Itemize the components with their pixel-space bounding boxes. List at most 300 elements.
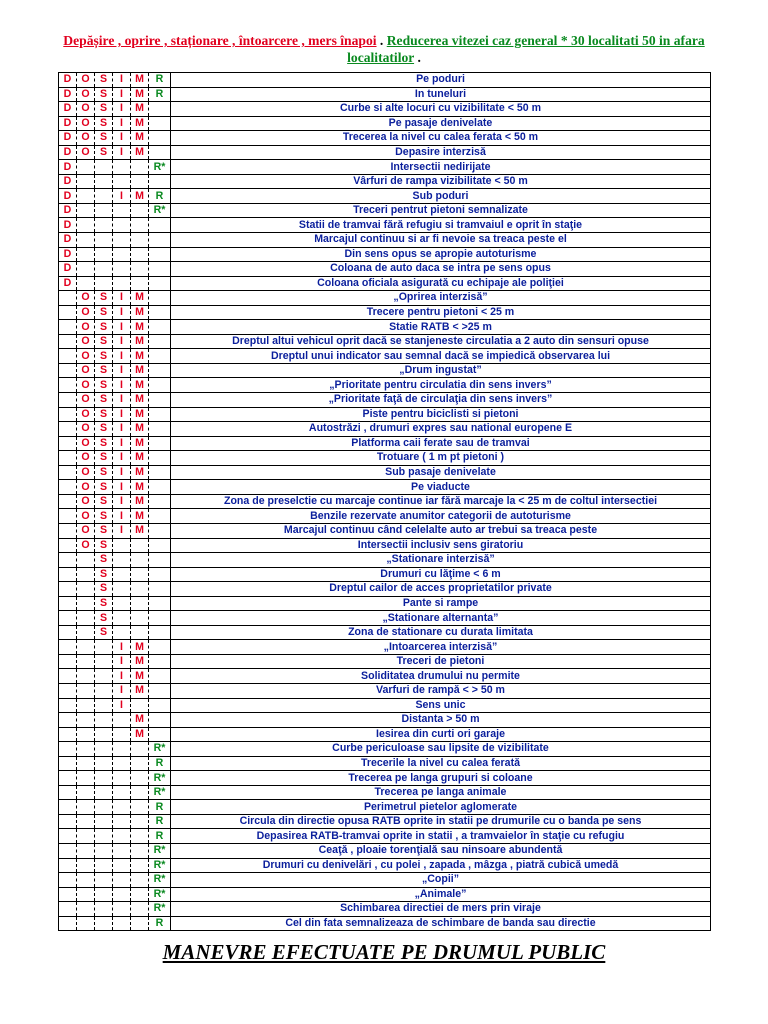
cell-reducere-viteza: R* [149,902,171,917]
cell-mers-inapoi [131,538,149,553]
cell-oprire [77,174,95,189]
cell-oprire [77,625,95,640]
cell-mers-inapoi [131,843,149,858]
cell-mers-inapoi: M [131,509,149,524]
cell-depasire [59,320,77,335]
cell-situatie: Perimetrul pietelor aglomerate [171,800,711,815]
cell-oprire: O [77,145,95,160]
cell-intoarcere [113,829,131,844]
cell-situatie: Autostrăzi , drumuri expres sau national europene E [171,422,711,437]
table-row [59,291,711,306]
cell-reducere-viteza [149,276,171,291]
cell-reducere-viteza [149,378,171,393]
cell-depasire [59,843,77,858]
cell-situatie: „Oprirea interzisă” [171,291,711,306]
cell-stationare: S [95,349,113,364]
cell-situatie: Trecerile la nivel cu calea ferată [171,756,711,771]
table-row [59,829,711,844]
cell-intoarcere [113,785,131,800]
cell-depasire: D [59,73,77,88]
cell-intoarcere [113,538,131,553]
cell-intoarcere [113,582,131,597]
cell-situatie: Statii de tramvai fără refugiu si tramvaiul e oprit în staţie [171,218,711,233]
cell-mers-inapoi [131,916,149,931]
cell-intoarcere: I [113,698,131,713]
cell-mers-inapoi [131,218,149,233]
cell-situatie: „Stationare alternanta” [171,611,711,626]
cell-oprire [77,742,95,757]
cell-stationare [95,654,113,669]
cell-mers-inapoi: M [131,436,149,451]
cell-stationare: S [95,523,113,538]
cell-depasire [59,683,77,698]
cell-oprire: O [77,451,95,466]
cell-stationare [95,873,113,888]
cell-reducere-viteza [149,669,171,684]
cell-stationare [95,669,113,684]
cell-intoarcere [113,902,131,917]
cell-reducere-viteza [149,451,171,466]
cell-intoarcere: I [113,640,131,655]
cell-reducere-viteza [149,582,171,597]
cell-mers-inapoi: M [131,713,149,728]
cell-depasire [59,538,77,553]
cell-depasire [59,582,77,597]
cell-stationare: S [95,480,113,495]
cell-mers-inapoi: M [131,145,149,160]
table-row [59,582,711,597]
cell-reducere-viteza [149,465,171,480]
cell-reducere-viteza [149,538,171,553]
cell-stationare: S [95,582,113,597]
cell-intoarcere: I [113,131,131,146]
cell-reducere-viteza: R [149,756,171,771]
cell-stationare [95,698,113,713]
cell-intoarcere: I [113,509,131,524]
cell-situatie: Drumuri cu lăţime < 6 m [171,567,711,582]
cell-situatie: Pe viaducte [171,480,711,495]
cell-situatie: Zona de stationare cu durata limitata [171,625,711,640]
cell-situatie: Statie RATB < >25 m [171,320,711,335]
cell-reducere-viteza [149,611,171,626]
cell-stationare [95,814,113,829]
cell-intoarcere: I [113,305,131,320]
header-separator: . [376,33,387,48]
cell-reducere-viteza [149,494,171,509]
cell-depasire [59,800,77,815]
cell-depasire: D [59,203,77,218]
table-row [59,451,711,466]
cell-situatie: Curbe periculoase sau lipsite de vizibilitate [171,742,711,757]
header-manoeuvres: Depășire , oprire , staționare , întoarcere , mers înapoi [63,33,377,48]
cell-mers-inapoi: M [131,407,149,422]
cell-depasire [59,407,77,422]
table-row [59,131,711,146]
cell-reducere-viteza: R* [149,858,171,873]
cell-stationare [95,727,113,742]
cell-situatie: Ceaţă , ploaie torenţială sau ninsoare abundentă [171,843,711,858]
cell-stationare: S [95,363,113,378]
cell-depasire: D [59,174,77,189]
cell-mers-inapoi [131,553,149,568]
cell-stationare [95,902,113,917]
cell-reducere-viteza [149,422,171,437]
cell-intoarcere [113,625,131,640]
cell-oprire: O [77,305,95,320]
cell-depasire [59,887,77,902]
cell-intoarcere: I [113,407,131,422]
cell-intoarcere [113,858,131,873]
cell-depasire [59,654,77,669]
cell-intoarcere [113,713,131,728]
cell-depasire [59,785,77,800]
cell-depasire [59,494,77,509]
table-row [59,73,711,88]
cell-situatie: Drumuri cu denivelări , cu polei , zapada , mâzga , piatră cubică umedă [171,858,711,873]
cell-situatie: Intersectii inclusiv sens giratoriu [171,538,711,553]
cell-mers-inapoi [131,698,149,713]
cell-mers-inapoi: M [131,305,149,320]
cell-stationare [95,203,113,218]
cell-situatie: Platforma caii ferate sau de tramvai [171,436,711,451]
cell-reducere-viteza [149,305,171,320]
table-row [59,436,711,451]
table-row [59,654,711,669]
table-row [59,596,711,611]
cell-oprire [77,654,95,669]
cell-stationare [95,756,113,771]
table-row [59,174,711,189]
manoeuvre-table [58,72,711,931]
cell-stationare: S [95,116,113,131]
cell-mers-inapoi [131,160,149,175]
cell-intoarcere: I [113,480,131,495]
cell-intoarcere: I [113,654,131,669]
table-row [59,683,711,698]
cell-intoarcere [113,218,131,233]
table-row [59,233,711,248]
table-row [59,858,711,873]
cell-intoarcere [113,814,131,829]
cell-oprire [77,262,95,277]
cell-oprire [77,814,95,829]
cell-depasire [59,363,77,378]
cell-reducere-viteza [149,145,171,160]
cell-reducere-viteza [149,131,171,146]
cell-mers-inapoi [131,829,149,844]
cell-intoarcere: I [113,116,131,131]
cell-situatie: Depasire interzisă [171,145,711,160]
cell-depasire [59,713,77,728]
cell-reducere-viteza: R [149,87,171,102]
cell-intoarcere: I [113,523,131,538]
cell-situatie: Schimbarea directiei de mers prin viraje [171,902,711,917]
cell-oprire [77,727,95,742]
cell-depasire [59,393,77,408]
cell-stationare: S [95,73,113,88]
cell-reducere-viteza [149,683,171,698]
cell-stationare: S [95,538,113,553]
table-row [59,843,711,858]
cell-mers-inapoi: M [131,669,149,684]
table-row [59,262,711,277]
cell-oprire: O [77,465,95,480]
cell-situatie: Curbe si alte locuri cu vizibilitate < 50 m [171,102,711,117]
cell-intoarcere [113,596,131,611]
cell-stationare: S [95,436,113,451]
cell-intoarcere [113,887,131,902]
cell-stationare [95,713,113,728]
cell-mers-inapoi [131,814,149,829]
cell-oprire [77,698,95,713]
cell-mers-inapoi: M [131,727,149,742]
cell-situatie: „Copii” [171,873,711,888]
cell-stationare [95,829,113,844]
cell-stationare: S [95,334,113,349]
cell-intoarcere [113,800,131,815]
cell-depasire [59,509,77,524]
table-row [59,640,711,655]
cell-situatie: Pe poduri [171,73,711,88]
cell-mers-inapoi: M [131,378,149,393]
cell-depasire: D [59,145,77,160]
cell-mers-inapoi [131,742,149,757]
cell-situatie: Trecerea pe langa grupuri si coloane [171,771,711,786]
cell-oprire [77,683,95,698]
cell-oprire [77,582,95,597]
cell-reducere-viteza [149,291,171,306]
cell-reducere-viteza [149,480,171,495]
cell-stationare [95,247,113,262]
cell-mers-inapoi [131,247,149,262]
cell-situatie: „Animale” [171,887,711,902]
cell-stationare [95,800,113,815]
cell-depasire [59,669,77,684]
header-speed-reduction: Reducerea vitezei caz general * 30 localitati 50 in afara [386,33,705,48]
cell-mers-inapoi: M [131,87,149,102]
cell-reducere-viteza [149,116,171,131]
cell-reducere-viteza: R* [149,771,171,786]
cell-stationare: S [95,567,113,582]
cell-mers-inapoi [131,858,149,873]
cell-situatie: Iesirea din curti ori garaje [171,727,711,742]
cell-mers-inapoi: M [131,683,149,698]
table-row [59,247,711,262]
cell-intoarcere [113,262,131,277]
cell-mers-inapoi: M [131,291,149,306]
cell-oprire [77,756,95,771]
table-row [59,698,711,713]
cell-oprire [77,829,95,844]
cell-oprire: O [77,73,95,88]
cell-oprire: O [77,349,95,364]
table-row [59,785,711,800]
cell-intoarcere: I [113,189,131,204]
table-row [59,916,711,931]
cell-intoarcere: I [113,334,131,349]
table-row [59,378,711,393]
cell-mers-inapoi: M [131,349,149,364]
cell-stationare [95,233,113,248]
cell-situatie: Trotuare ( 1 m pt pietoni ) [171,451,711,466]
table-row [59,102,711,117]
cell-stationare: S [95,494,113,509]
table-row [59,727,711,742]
cell-situatie: Benzile rezervate anumitor categorii de autoturisme [171,509,711,524]
cell-mers-inapoi [131,262,149,277]
cell-intoarcere [113,203,131,218]
cell-intoarcere [113,553,131,568]
cell-intoarcere [113,727,131,742]
cell-situatie: Trecere pentru pietoni < 25 m [171,305,711,320]
cell-oprire [77,902,95,917]
cell-intoarcere [113,873,131,888]
cell-oprire: O [77,87,95,102]
cell-mers-inapoi [131,611,149,626]
cell-depasire [59,873,77,888]
cell-reducere-viteza: R* [149,742,171,757]
cell-oprire [77,843,95,858]
table-row [59,203,711,218]
cell-reducere-viteza [149,247,171,262]
cell-situatie: Coloana de auto daca se intra pe sens opus [171,262,711,277]
header-end: . [414,50,421,65]
cell-situatie: Treceri de pietoni [171,654,711,669]
cell-depasire [59,480,77,495]
cell-mers-inapoi [131,756,149,771]
cell-stationare [95,843,113,858]
cell-situatie: Trecerea la nivel cu calea ferata < 50 m [171,131,711,146]
cell-stationare: S [95,320,113,335]
cell-depasire [59,334,77,349]
cell-stationare: S [95,131,113,146]
cell-mers-inapoi [131,174,149,189]
cell-intoarcere: I [113,363,131,378]
table-row [59,887,711,902]
cell-oprire [77,873,95,888]
cell-mers-inapoi: M [131,363,149,378]
cell-depasire [59,465,77,480]
cell-depasire [59,349,77,364]
cell-stationare: S [95,422,113,437]
cell-reducere-viteza [149,654,171,669]
cell-situatie: Soliditatea drumului nu permite [171,669,711,684]
cell-situatie: Sub poduri [171,189,711,204]
cell-reducere-viteza [149,218,171,233]
cell-intoarcere [113,771,131,786]
cell-intoarcere: I [113,73,131,88]
cell-depasire [59,378,77,393]
cell-oprire: O [77,436,95,451]
table-row [59,349,711,364]
cell-situatie: Intersectii nedirijate [171,160,711,175]
table-row [59,800,711,815]
cell-mers-inapoi: M [131,523,149,538]
cell-intoarcere [113,843,131,858]
cell-situatie: Distanta > 50 m [171,713,711,728]
cell-oprire: O [77,422,95,437]
cell-situatie: Pe pasaje denivelate [171,116,711,131]
cell-oprire [77,567,95,582]
cell-oprire: O [77,509,95,524]
cell-oprire: O [77,320,95,335]
table-row [59,814,711,829]
cell-oprire [77,218,95,233]
cell-stationare [95,785,113,800]
cell-reducere-viteza: R [149,916,171,931]
cell-depasire [59,756,77,771]
cell-stationare: S [95,305,113,320]
cell-situatie: Depasirea RATB-tramvai oprite in statii , a tramvaielor în staţie cu refugiu [171,829,711,844]
cell-reducere-viteza [149,596,171,611]
cell-depasire [59,422,77,437]
cell-situatie: Varfuri de rampă < > 50 m [171,683,711,698]
cell-mers-inapoi: M [131,422,149,437]
cell-stationare [95,160,113,175]
table-row [59,87,711,102]
cell-intoarcere: I [113,451,131,466]
cell-situatie: Trecerea pe langa animale [171,785,711,800]
table-row [59,320,711,335]
cell-stationare [95,916,113,931]
cell-mers-inapoi: M [131,480,149,495]
cell-stationare: S [95,87,113,102]
cell-mers-inapoi [131,873,149,888]
cell-mers-inapoi: M [131,451,149,466]
cell-reducere-viteza [149,713,171,728]
cell-intoarcere: I [113,422,131,437]
cell-stationare [95,742,113,757]
cell-oprire [77,640,95,655]
cell-mers-inapoi: M [131,640,149,655]
cell-intoarcere: I [113,393,131,408]
cell-mers-inapoi: M [131,116,149,131]
cell-oprire [77,785,95,800]
table-row [59,407,711,422]
cell-intoarcere [113,611,131,626]
cell-reducere-viteza [149,393,171,408]
cell-intoarcere: I [113,102,131,117]
cell-oprire [77,233,95,248]
cell-reducere-viteza: R* [149,203,171,218]
cell-depasire [59,742,77,757]
cell-oprire [77,858,95,873]
cell-reducere-viteza [149,567,171,582]
cell-intoarcere [113,916,131,931]
cell-oprire: O [77,291,95,306]
table-row [59,116,711,131]
cell-intoarcere [113,756,131,771]
cell-stationare: S [95,509,113,524]
cell-intoarcere: I [113,683,131,698]
cell-intoarcere: I [113,320,131,335]
cell-oprire [77,553,95,568]
cell-reducere-viteza [149,102,171,117]
cell-situatie: Sens unic [171,698,711,713]
cell-oprire: O [77,102,95,117]
cell-depasire [59,698,77,713]
cell-depasire [59,305,77,320]
cell-reducere-viteza: R [149,829,171,844]
cell-intoarcere: I [113,465,131,480]
cell-situatie: „Prioritate pentru circulatia din sens invers” [171,378,711,393]
cell-intoarcere: I [113,349,131,364]
table-row [59,873,711,888]
cell-oprire: O [77,334,95,349]
cell-stationare: S [95,596,113,611]
cell-intoarcere [113,247,131,262]
cell-intoarcere: I [113,87,131,102]
